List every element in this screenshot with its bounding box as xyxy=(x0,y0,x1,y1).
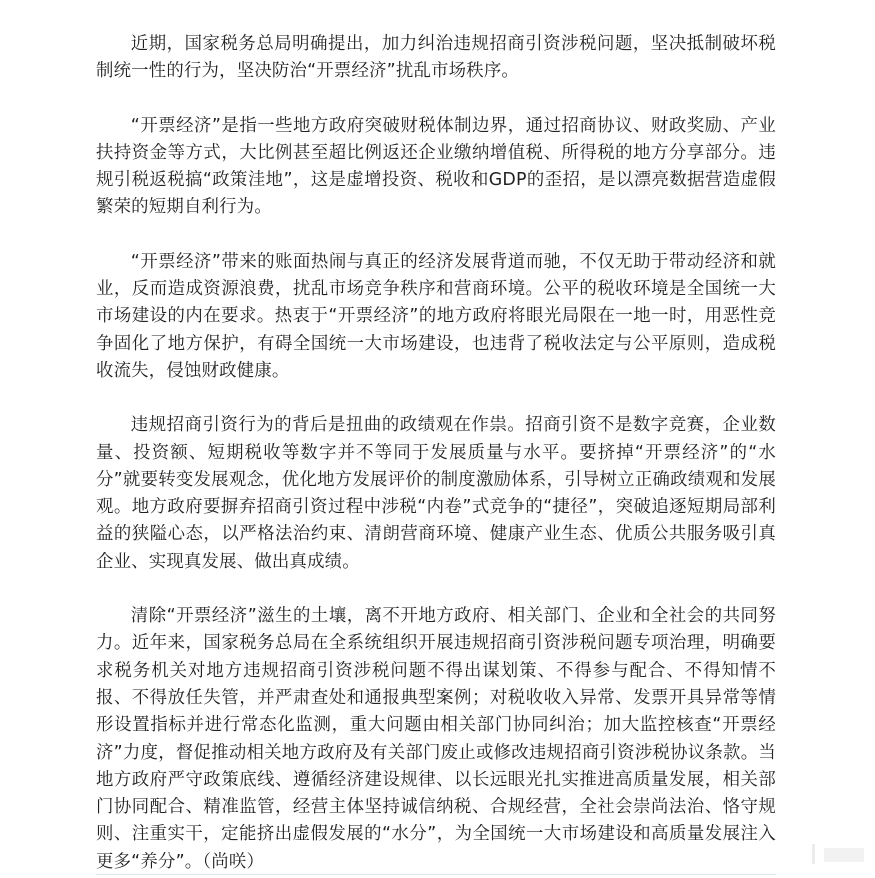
paragraph-1: 近期，国家税务总局明确提出，加力纠治违规招商引资涉税问题，坚决抵制破坏税制统一性的行为，坚决防治“开票经济”扰乱市场秩序。 xyxy=(96,34,776,82)
paragraph-2: “开票经济”是指一些地方政府突破财税体制边界，通过招商协议、财政奖励、产业扶持资金等方式，大比例甚至超比例返还企业缴纳增值税、所得税的地方分享部分。违规引税返税搞“政策洼地”，这是虚增投资、税收和GDP的歪招，是以漂亮数据营造虚假繁荣的短期自利行为。 xyxy=(96,115,776,218)
bottom-divider xyxy=(96,874,776,875)
watermark-block xyxy=(824,848,864,862)
watermark-bar xyxy=(812,844,815,864)
watermark-logo-icon xyxy=(812,838,868,864)
paragraph-4: 违规招商引资行为的背后是扭曲的政绩观在作祟。招商引资不是数字竞赛，企业数量、投资额、短期税收等数字并不等同于发展质量与水平。要挤掉“开票经济”的“水分”就要转变发展观念，优化地方发展评价的制度激励体系，引导树立正确政绩观和发展观。地方政府要摒弃招商引资过程中涉税“内卷”式竞争的“捷径”，突破追逐短期局部利益的狭隘心态，以严格法治约束、清朗营商环境、健康产业生态、优质公共服务吸引真企业、实现真发展、做出真成绩。 xyxy=(96,415,776,572)
article-body xyxy=(96,31,776,876)
paragraph-5: 清除“开票经济”滋生的土壤，离不开地方政府、相关部门、企业和全社会的共同努力。近年来，国家税务总局在全系统组织开展违规招商引资涉税问题专项治理，明确要求税务机关对地方违规招商引资涉税问题不得出谋划策、不得参与配合、不得知情不报、不得放任失管，并严肃查处和通报典型案例；对税收收入异常、发票开具异常等情形设置指标并进行常态化监测，重大问题由相关部门协同纠治；加大监控核查“开票经济”力度，督促推动相关地方政府及有关部门废止或修改违规招商引资涉税协议条款。当地方政府严守政策底线、遵循经济建设规律、以长远眼光扎实推进高质量发展，相关部门协同配合、精准监管，经营主体坚持诚信纳税、合规经营，全社会崇尚法治、恪守规则、注重实干，定能挤出虚假发展的“水分”，为全国统一大市场建设和高质量发展注入更多“养分”。（尚咲） xyxy=(96,606,776,872)
paragraph-3: “开票经济”带来的账面热闹与真正的经济发展背道而驰，不仅无助于带动经济和就业，反而造成资源浪费，扰乱市场竞争秩序和营商环境。公平的税收环境是全国统一大市场建设的内在要求。热衷于“开票经济”的地方政府将眼光局限在一地一时，用恶性竞争固化了地方保护，有碍全国统一大市场建设，也违背了税收法定与公平原则，造成税收流失，侵蚀财政健康。 xyxy=(96,251,776,381)
